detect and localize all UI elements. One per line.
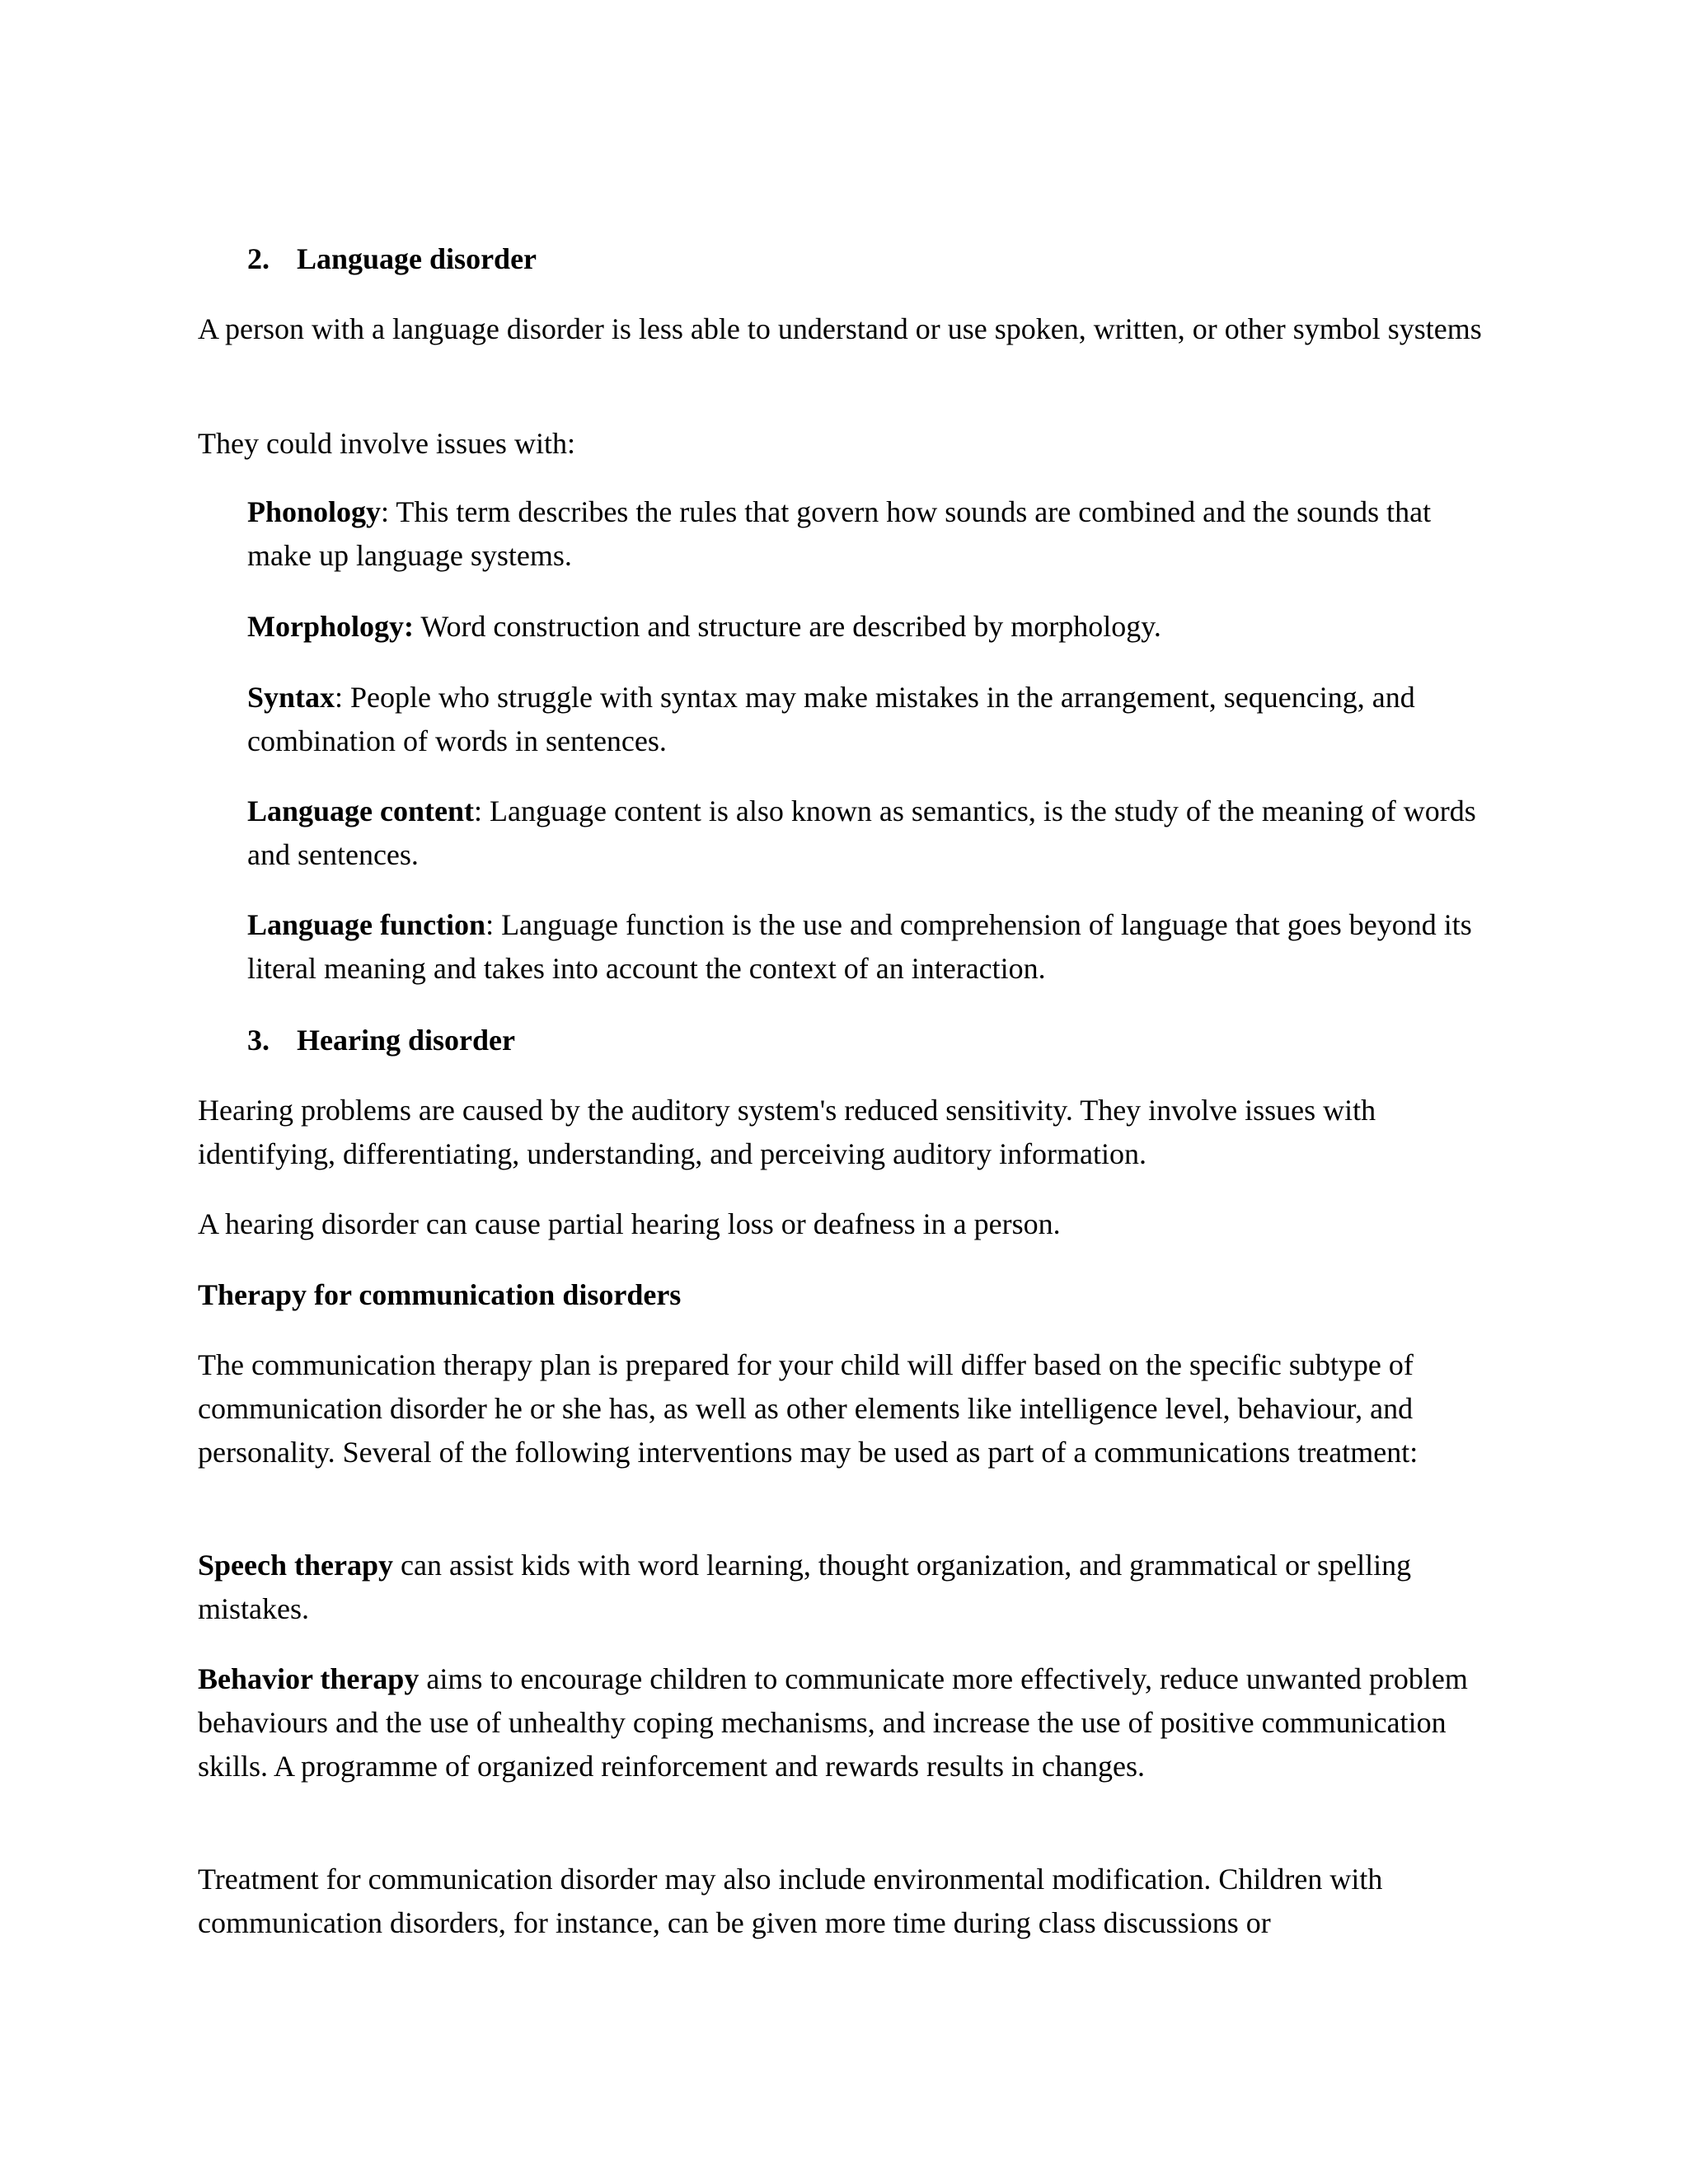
section-heading-language-disorder [247,237,537,281]
item-phonology [247,490,1500,578]
item-language-function [247,903,1500,991]
item-term: Language function [247,908,486,941]
issues-lead-paragraph: They could involve issues with: [198,427,575,460]
speech-therapy-text: can assist kids with word learning, thought organization, and grammatical or spelling mistakes. [198,1549,1412,1625]
item-term: Morphology: [247,610,414,643]
behavior-therapy-paragraph [198,1657,1500,1788]
treatment-paragraph: Treatment for communication disorder may also include environmental modification. Children with communication disorders, for instance, can be given more time during class discussions or [198,1863,1383,1939]
section-number: 3. [247,1024,270,1057]
section-title: Language disorder [297,242,537,275]
item-term: Syntax [247,681,335,714]
item-morphology [247,605,1500,649]
therapy-heading [198,1273,1500,1317]
section-heading-hearing-disorder [247,1019,515,1062]
item-text: : Language function is the use and comprehension of language that goes beyond its literal meaning and takes into account the context of an interaction. [247,908,1472,985]
therapy-intro-paragraph: The communication therapy plan is prepared for your child will differ based on the specific subtype of communication disorder he or she has, as well as other elements like intelligence level, behaviour, and personality. Several of the following interventions may be used as part of a communications treatment: [198,1348,1418,1469]
item-text: Word construction and structure are described by morphology. [414,610,1161,643]
item-term: Phonology [247,495,382,528]
section-title: Hearing disorder [297,1024,515,1057]
hearing-paragraph-2: A hearing disorder can cause partial hearing loss or deafness in a person. [198,1207,1061,1240]
therapy-heading-text: Therapy for communication disorders [198,1278,682,1311]
behavior-therapy-text: aims to encourage children to communicate more effectively, reduce unwanted problem behaviours and the use of unhealthy coping mechanisms, and increase the use of positive communication skills. A programme of organized reinforcement and rewards results in changes. [198,1662,1468,1783]
item-text: : Language content is also known as semantics, is the study of the meaning of words and sentences. [247,794,1476,871]
item-term: Language content [247,794,475,827]
language-intro-paragraph: A person with a language disorder is less able to understand or use spoken, written, or other symbol systems [198,312,1482,345]
behavior-therapy-term: Behavior therapy [198,1662,420,1695]
section-number: 2. [247,242,270,275]
item-language-content [247,790,1500,877]
hearing-paragraph-1: Hearing problems are caused by the auditory system's reduced sensitivity. They involve issues with identifying, differentiating, understanding, and perceiving auditory information. [198,1094,1376,1170]
item-text: : This term describes the rules that govern how sounds are combined and the sounds that make up language systems. [247,495,1432,572]
speech-therapy-term: Speech therapy [198,1549,393,1582]
item-text: : People who struggle with syntax may make mistakes in the arrangement, sequencing, and combination of words in sentences. [247,681,1415,757]
item-syntax [247,676,1500,763]
speech-therapy-paragraph [198,1544,1500,1631]
